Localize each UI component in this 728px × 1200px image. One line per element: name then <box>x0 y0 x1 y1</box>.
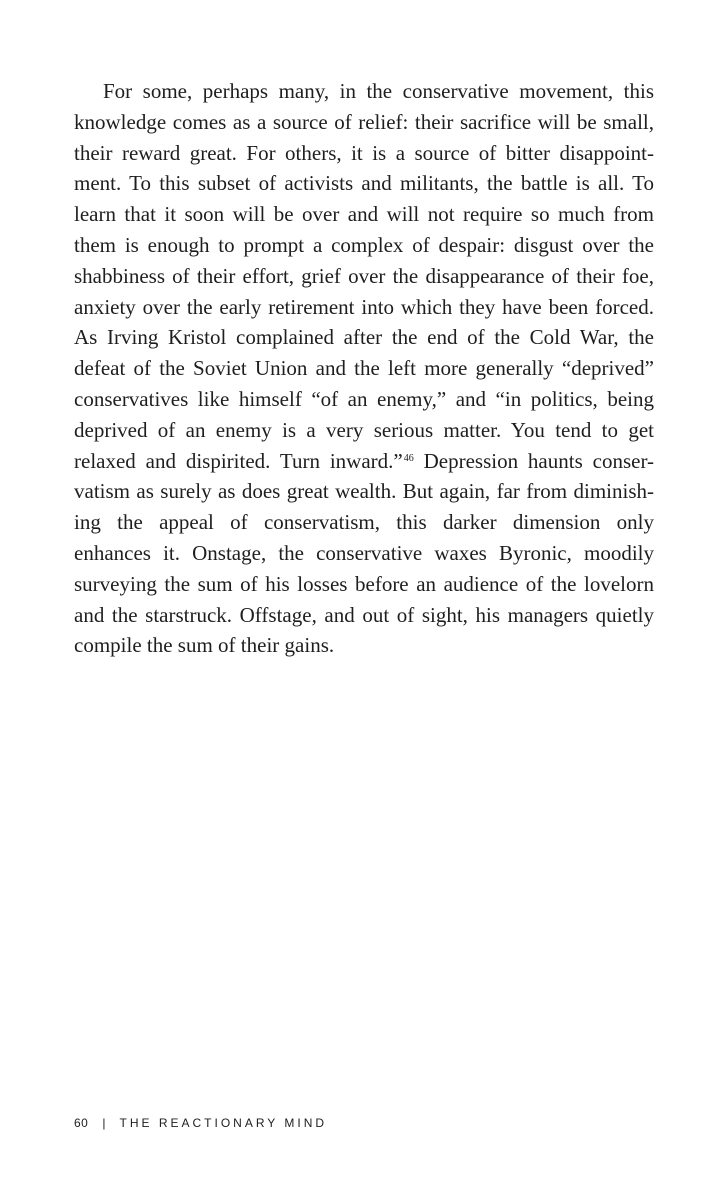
page-footer <box>74 1116 327 1130</box>
footer-separator: | <box>102 1116 106 1130</box>
paragraph-line: For some, perhaps many, in the conservative movement, this <box>103 79 654 103</box>
paragraph-line-with-footnote <box>74 446 654 477</box>
line-text: relaxed and dispirited. Turn inward.” <box>74 448 403 473</box>
paragraph-line: vatism as surely as does great wealth. But again, far from diminish- <box>74 479 654 504</box>
paragraph-line: and the starstruck. Offstage, and out of sight, his managers quietly <box>74 602 654 627</box>
paragraph-line: their reward great. For others, it is a source of bitter disappoint- <box>74 140 654 165</box>
running-head: THE REACTIONARY MIND <box>119 1116 328 1130</box>
paragraph-line: ing the appeal of conservatism, this darker dimension only <box>74 510 654 535</box>
paragraph-line: As Irving Kristol complained after the end of the Cold War, the <box>74 325 654 350</box>
paragraph-line: anxiety over the early retirement into which they have been forced. <box>74 294 654 319</box>
page-number: 60 <box>74 1116 89 1130</box>
body-paragraph <box>74 76 654 661</box>
paragraph-line: them is enough to prompt a complex of despair: disgust over the <box>74 232 654 257</box>
paragraph-line: enhances it. Onstage, the conservative waxes Byronic, moodily <box>74 540 654 565</box>
paragraph-line: defeat of the Soviet Union and the left more generally “deprived” <box>74 356 654 381</box>
line-text: Depression haunts conser- <box>413 448 655 473</box>
paragraph-line: shabbiness of their effort, grief over the disappearance of their foe, <box>74 263 654 288</box>
paragraph-line: compile the sum of their gains. <box>74 633 335 658</box>
paragraph-line: deprived of an enemy is a very serious matter. You tend to get <box>74 417 654 442</box>
paragraph-line: learn that it soon will be over and will not require so much from <box>74 202 654 227</box>
paragraph-line: surveying the sum of his losses before an audience of the lovelorn <box>74 571 654 596</box>
paragraph-line: conservatives like himself “of an enemy,” and “in politics, being <box>74 386 654 411</box>
footnote-reference[interactable]: 46 <box>403 452 414 464</box>
paragraph-line: knowledge comes as a source of relief: their sacrifice will be small, <box>74 109 654 134</box>
paragraph-line: ment. To this subset of activists and militants, the battle is all. To <box>74 171 654 196</box>
